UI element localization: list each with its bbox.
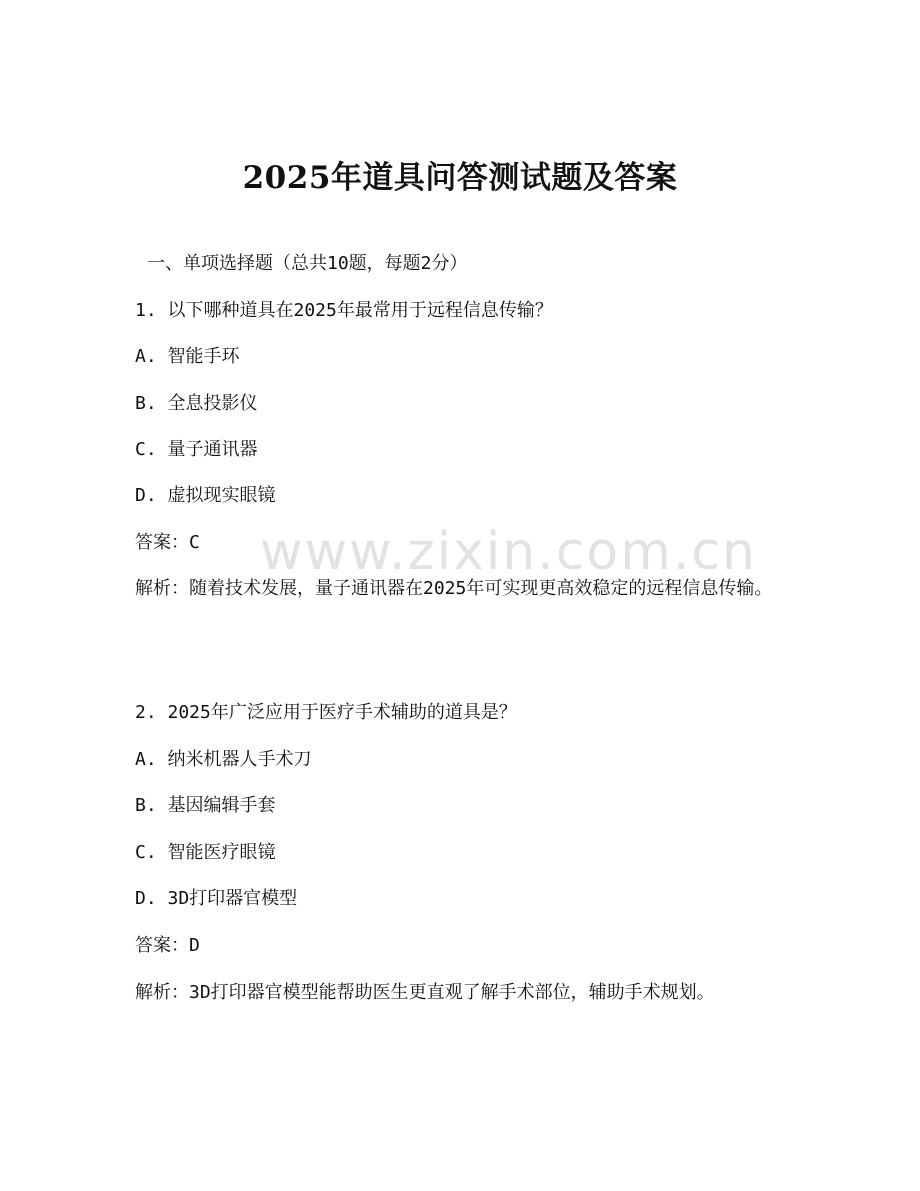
question-1-explanation: 解析：随着技术发展，量子通讯器在2025年可实现更高效稳定的远程信息传输。 <box>135 578 773 599</box>
watermark: www.zixin.com.cn <box>260 522 757 582</box>
question-2-option-b: B. 基因编辑手套 <box>135 795 276 816</box>
question-1-option-a: A. 智能手环 <box>135 346 240 367</box>
question-2-option-c: C. 智能医疗眼镜 <box>135 842 276 863</box>
question-2-explanation: 解析：3D打印器官模型能帮助医生更直观了解手术部位，辅助手术规划。 <box>135 982 715 1003</box>
question-2-option-d: D. 3D打印器官模型 <box>135 888 298 909</box>
section-heading: 一、单项选择题（总共10题，每题2分） <box>147 253 468 274</box>
question-2-option-a: A. 纳米机器人手术刀 <box>135 749 312 770</box>
question-1-stem: 1. 以下哪种道具在2025年最常用于远程信息传输？ <box>135 300 553 321</box>
question-1-option-c: C. 量子通讯器 <box>135 439 258 460</box>
question-2-stem: 2. 2025年广泛应用于医疗手术辅助的道具是？ <box>135 702 517 723</box>
document-title: 2025年道具问答测试题及答案 <box>242 160 678 196</box>
question-1-answer: 答案：C <box>135 532 200 553</box>
question-1-option-b: B. 全息投影仪 <box>135 393 258 414</box>
question-2-answer: 答案：D <box>135 935 200 956</box>
question-1-option-d: D. 虚拟现实眼镜 <box>135 485 276 506</box>
